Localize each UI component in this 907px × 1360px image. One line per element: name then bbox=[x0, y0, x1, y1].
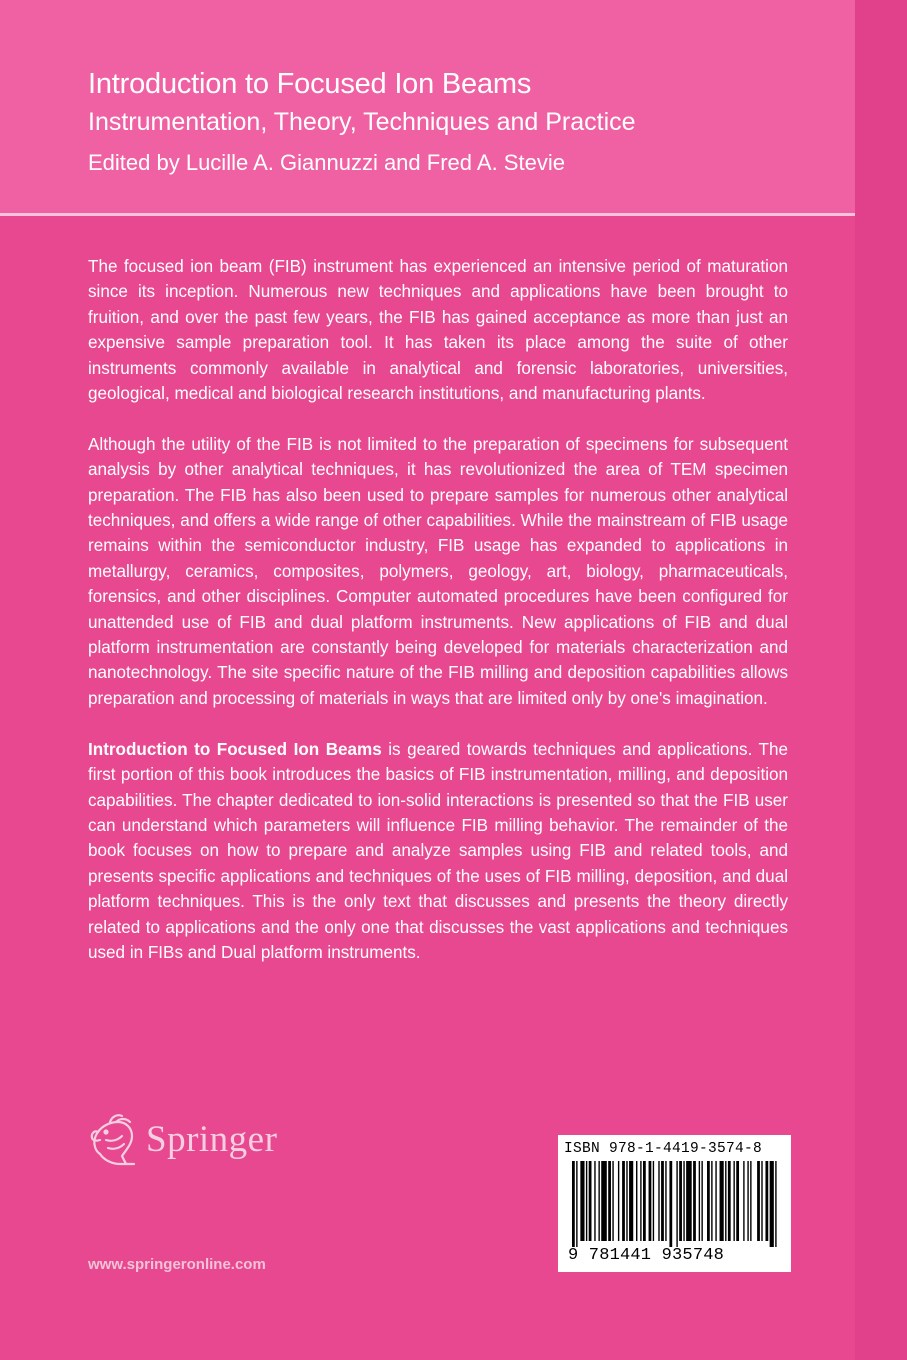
barcode-bar bbox=[765, 1161, 768, 1241]
barcode-bar bbox=[612, 1161, 613, 1241]
barcode-bar bbox=[636, 1161, 637, 1241]
barcode-bar bbox=[701, 1161, 702, 1241]
barcode-bar bbox=[679, 1161, 682, 1241]
barcode-bar bbox=[640, 1161, 641, 1241]
barcode-bar bbox=[622, 1161, 625, 1241]
barcode-bar bbox=[720, 1161, 724, 1241]
barcode-bar bbox=[643, 1161, 646, 1241]
barcode-bar bbox=[711, 1161, 712, 1241]
barcode-bar bbox=[715, 1161, 716, 1241]
barcode-bars bbox=[572, 1161, 778, 1247]
barcode-bar bbox=[747, 1161, 748, 1241]
isbn-barcode bbox=[558, 1135, 791, 1272]
barcode-bar bbox=[576, 1161, 577, 1247]
barcode-bar bbox=[693, 1161, 696, 1241]
barcode-bar bbox=[699, 1161, 700, 1241]
barcode-bar bbox=[770, 1161, 774, 1247]
description bbox=[88, 254, 788, 991]
barcode-bar bbox=[750, 1161, 751, 1241]
barcode-bar bbox=[707, 1161, 710, 1241]
barcode-bar bbox=[601, 1161, 607, 1241]
barcode-bar bbox=[683, 1161, 684, 1241]
barcode-bar bbox=[598, 1161, 599, 1241]
barcode-bar bbox=[572, 1161, 575, 1247]
barcode-bar bbox=[725, 1161, 726, 1241]
barcode-bar bbox=[665, 1161, 666, 1241]
description-paragraph-3-text: is geared towards techniques and applications. The first portion of this book introduces the basics of FIB instrumentation, milling, and deposition capabilities. The chapter dedicated to ion-solid interactions is presented so that the FIB user can understand which parameters will influence FIB milling behavior. The remainder of the book focuses on how to prepare and analyze samples using FIB and related tools, and presents specific applications and techniques of the uses of FIB milling, deposition, and dual platform techniques. This is the only text that discusses and presents the theory directly related to applications and the only one that discusses the vast applications and techniques used in FIBs and Dual platform instruments. bbox=[88, 739, 788, 962]
barcode-bar bbox=[649, 1161, 652, 1241]
barcode-bar bbox=[594, 1161, 595, 1241]
header-divider bbox=[0, 213, 855, 216]
barcode-bar bbox=[686, 1161, 692, 1241]
barcode-bar bbox=[661, 1161, 664, 1241]
barcode-bar bbox=[775, 1161, 776, 1247]
barcode-bar bbox=[676, 1161, 677, 1247]
spine-strip bbox=[855, 0, 907, 1360]
barcode-bar bbox=[743, 1161, 744, 1241]
barcode-bar bbox=[626, 1161, 627, 1241]
isbn-label: ISBN 978-1-4419-3574-8 bbox=[564, 1141, 763, 1157]
springer-logo-text: Springer bbox=[146, 1119, 278, 1160]
barcode-bar bbox=[736, 1161, 739, 1241]
book-title-inline: Introduction to Focused Ion Beams bbox=[88, 739, 382, 759]
barcode-bar bbox=[733, 1161, 734, 1241]
header-band bbox=[0, 0, 855, 213]
book-editors: Edited by Lucille A. Giannuzzi and Fred A. Stevie bbox=[88, 150, 565, 175]
description-paragraph-1: The focused ion beam (FIB) instrument has experienced an intensive period of maturation since its inception. Numerous new techniques and applications have been brought to fruition, and over the past few years, the FIB has gained acceptance as more than just an expensive sample preparation tool. It has taken its place among the suite of other instruments commonly available in analytical and forensic laboratories, universities, geological, medical and biological research institutions, and manufacturing plants. bbox=[88, 257, 788, 404]
barcode-bar bbox=[586, 1161, 587, 1241]
description-paragraph-2: Although the utility of the FIB is not limited to the preparation of specimens for subsequent analysis by other analytical techniques, it has revolutionized the area of TEM specimen preparation. The FIB has also been used to prepare samples for numerous other analytical techniques, and offers a wide range of other capabilities. While the mainstream of FIB usage remains within the semiconductor industry, FIB usage has expanded to applications in metallurgy, ceramics, composites, polymers, geology, art, biology, pharmaceuticals, forensics, and other disciplines. Computer automated procedures have been configured for unattended use of FIB and dual platform instruments. New applications of FIB and dual platform instrumentation are constantly being developed for materials characterization and nanotechnology. The site specific nature of the FIB milling and deposition capabilities allows preparation and processing of materials in ways that are limited only by one's imagination. bbox=[88, 434, 788, 708]
barcode-bar bbox=[618, 1161, 619, 1241]
barcode-bar bbox=[728, 1161, 731, 1241]
barcode-bar bbox=[669, 1161, 672, 1247]
barcode-bar bbox=[629, 1161, 633, 1241]
barcode-bar bbox=[653, 1161, 654, 1241]
description-paragraph-3 bbox=[88, 737, 788, 966]
barcode-bar bbox=[608, 1161, 611, 1241]
barcode-bar bbox=[761, 1161, 762, 1241]
publisher-website: www.springeronline.com bbox=[88, 1256, 266, 1273]
barcode-bar bbox=[580, 1161, 584, 1241]
barcode-digits: 9 781441 935748 bbox=[568, 1246, 725, 1265]
barcode-bar bbox=[757, 1161, 760, 1241]
barcode-bar bbox=[589, 1161, 592, 1241]
book-title: Introduction to Focused Ion Beams bbox=[88, 68, 532, 100]
barcode-bar bbox=[658, 1161, 659, 1241]
book-subtitle: Instrumentation, Theory, Techniques and Practice bbox=[88, 108, 636, 136]
